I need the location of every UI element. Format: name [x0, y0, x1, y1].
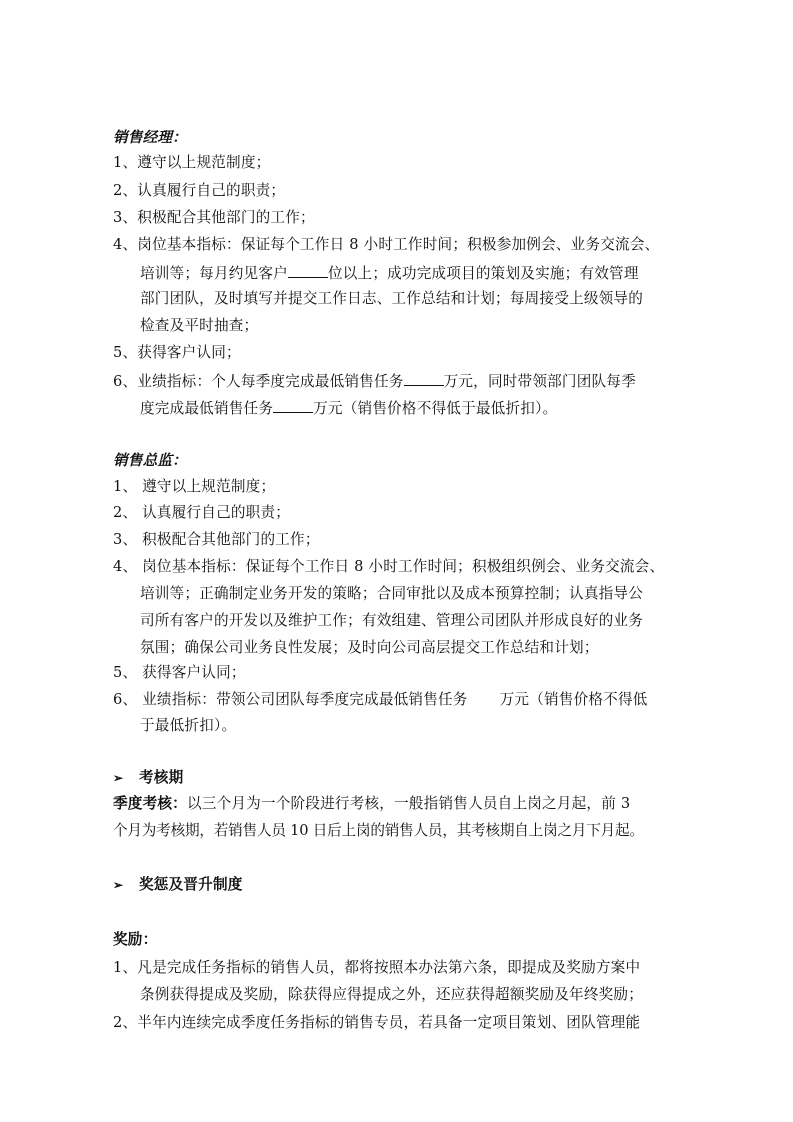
manager-item-4-line-3: 部门团队，及时填写并提交工作日志、工作总结和计划；每周接受上级领导的 [140, 290, 643, 307]
director-item-6-line-2: 于最低折扣）。 [140, 717, 237, 734]
assessment-paragraph-line-1 [113, 794, 630, 814]
fill-blank[interactable] [273, 397, 313, 413]
text: 6、 业绩指标：带领公司团队每季度完成最低销售任务 [113, 691, 468, 708]
manager-item-3: 3、积极配合其他部门的工作； [113, 209, 315, 226]
director-item-3: 3、 积极配合其他部门的工作； [113, 531, 320, 548]
manager-item-4-line-2 [140, 262, 639, 284]
text: 度完成最低销售任务 [140, 400, 274, 417]
text: 培训等；每月约见客户 [140, 265, 288, 282]
text: 万元（销售价格不得低于最低折扣）。 [313, 400, 558, 417]
manager-item-1: 1、遵守以上规范制度； [113, 154, 271, 171]
section-heading-rewards [113, 875, 243, 895]
assessment-paragraph-line-2: 个月为考核期，若销售人员 10 日后上岗的销售人员，其考核期自上岗之月下月起。 [113, 822, 644, 839]
manager-item-6-line-2 [140, 397, 557, 419]
fill-blank[interactable] [404, 370, 444, 386]
heading-text: 奖惩及晋升制度 [139, 876, 243, 893]
label: 季度考核： [113, 795, 187, 812]
director-item-4: 4、 岗位基本指标：保证每个工作日 8 小时工作时间；积极组织例会、业务交流会、 [113, 558, 665, 575]
manager-item-6 [113, 370, 636, 392]
rewards-item-1: 1、凡是完成任务指标的销售人员，都将按照本办法第六条，即提成及奖励方案中 [113, 959, 641, 976]
manager-item-4-line-4: 检查及平时抽查； [140, 317, 259, 334]
manager-item-4: 4、岗位基本指标：保证每个工作日 8 小时工作时间；积极参加例会、业务交流会、 [113, 236, 660, 253]
rewards-item-2: 2、半年内连续完成季度任务指标的销售专员，若具备一定项目策划、团队管理能 [113, 1014, 641, 1031]
fill-blank[interactable] [288, 262, 328, 278]
section-title-sales-manager: 销售经理： [113, 129, 187, 146]
text: 万元（销售价格不得低 [499, 691, 648, 708]
text: 万元，同时带领部门团队每季 [443, 373, 636, 390]
text: 位以上；成功完成项目的策划及实施；有效管理 [327, 265, 639, 282]
section-heading-assessment [113, 768, 183, 788]
director-item-5: 5、 获得客户认同； [113, 664, 246, 681]
text: 6、业绩指标：个人每季度完成最低销售任务 [113, 373, 404, 390]
text: 以三个月为一个阶段进行考核，一般指销售人员自上岗之月起，前 3 [186, 795, 631, 812]
rewards-label: 奖励： [113, 931, 158, 948]
director-item-6 [113, 690, 648, 710]
director-item-4-line-3: 司所有客户的开发以及维护工作；有效组建、管理公司团队并形成良好的业务 [140, 612, 643, 629]
rewards-item-1-line-2: 条例获得提成及奖励，除获得应得提成之外，还应获得超额奖励及年终奖励； [140, 986, 643, 1003]
manager-item-2: 2、认真履行自己的职责； [113, 182, 286, 199]
heading-text: 考核期 [139, 769, 184, 786]
section-title-sales-director: 销售总监： [113, 452, 187, 469]
director-item-1: 1、 遵守以上规范制度； [113, 478, 276, 495]
manager-item-5: 5、获得客户认同； [113, 344, 241, 361]
arrow-bullet-icon: ➢ [113, 878, 124, 892]
director-item-2: 2、 认真履行自己的职责； [113, 504, 291, 521]
director-item-4-line-2: 培训等；正确制定业务开发的策略；合同审批以及成本预算控制；认真指导公 [140, 585, 643, 602]
arrow-bullet-icon: ➢ [113, 771, 124, 785]
director-item-4-line-4: 氛围；确保公司业务良性发展；及时向公司高层提交工作总结和计划； [140, 639, 599, 656]
